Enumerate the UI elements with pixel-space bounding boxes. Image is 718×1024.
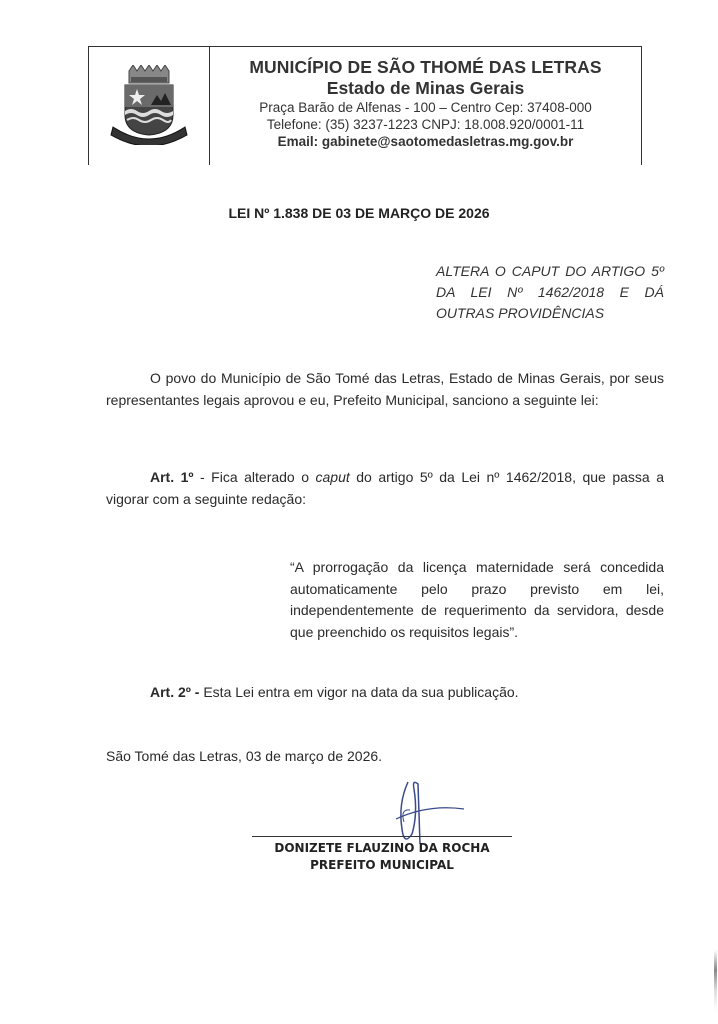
- preamble-text: O povo do Município de São Tomé das Letras, Estado de Minas Gerais, por seus representantes legais aprovou e eu, Prefeito Municipal, sanciono a seguinte lei:: [106, 370, 664, 408]
- preamble-paragraph: [106, 368, 664, 411]
- article-1-text-a: - Fica alterado o: [193, 469, 316, 485]
- municipal-coat-of-arms: [107, 65, 191, 145]
- article-1-label: Art. 1º: [150, 469, 194, 485]
- scan-artifact: [714, 950, 717, 1010]
- law-title: LEI Nº 1.838 DE 03 DE MARÇO DE 2026: [228, 205, 490, 221]
- state-name: Estado de Minas Gerais: [326, 78, 525, 98]
- law-summary: ALTERA O CAPUT DO ARTIGO 5º DA LEI Nº 1462/2018 E DÁ OUTRAS PROVIDÊNCIAS: [436, 263, 664, 321]
- article-1-text-b: do artigo 5º da Lei nº 1462/2018, que passa a vigorar com a seguinte redação:: [106, 469, 664, 507]
- amended-text-quote: “A prorrogação da licença maternidade será concedida automaticamente pelo prazo previsto em lei, independentemente de requerimento da servidora, desde que preenchido os requisitos legais”.: [290, 559, 664, 640]
- article-1: [106, 467, 664, 510]
- signature-line: [252, 836, 512, 837]
- signatory-name: DONIZETE FLAUZINO DA ROCHA: [274, 841, 490, 855]
- letterhead: [88, 46, 642, 165]
- municipality-name: MUNICÍPIO DE SÃO THOMÉ DAS LETRAS: [249, 57, 602, 77]
- phone-cnpj-line: Telefone: (35) 3237-1223 CNPJ: 18.008.920/0001-11: [266, 117, 585, 132]
- signatory-role: PREFEITO MUNICIPAL: [310, 858, 454, 872]
- article-1-caput: caput: [315, 469, 350, 485]
- place-and-date: São Tomé das Letras, 03 de março de 2026.: [106, 748, 383, 764]
- letterhead-text: [210, 57, 641, 150]
- article-2-text: Esta Lei entra em vigor na data da sua publicação.: [199, 684, 519, 700]
- address-line: Praça Barão de Alfenas - 100 – Centro Cep: 37408-000: [259, 100, 592, 115]
- email-line: Email: gabinete@saotomedasletras.mg.gov.br: [277, 134, 574, 149]
- article-2: [106, 682, 664, 704]
- article-2-label: Art. 2º -: [150, 684, 200, 700]
